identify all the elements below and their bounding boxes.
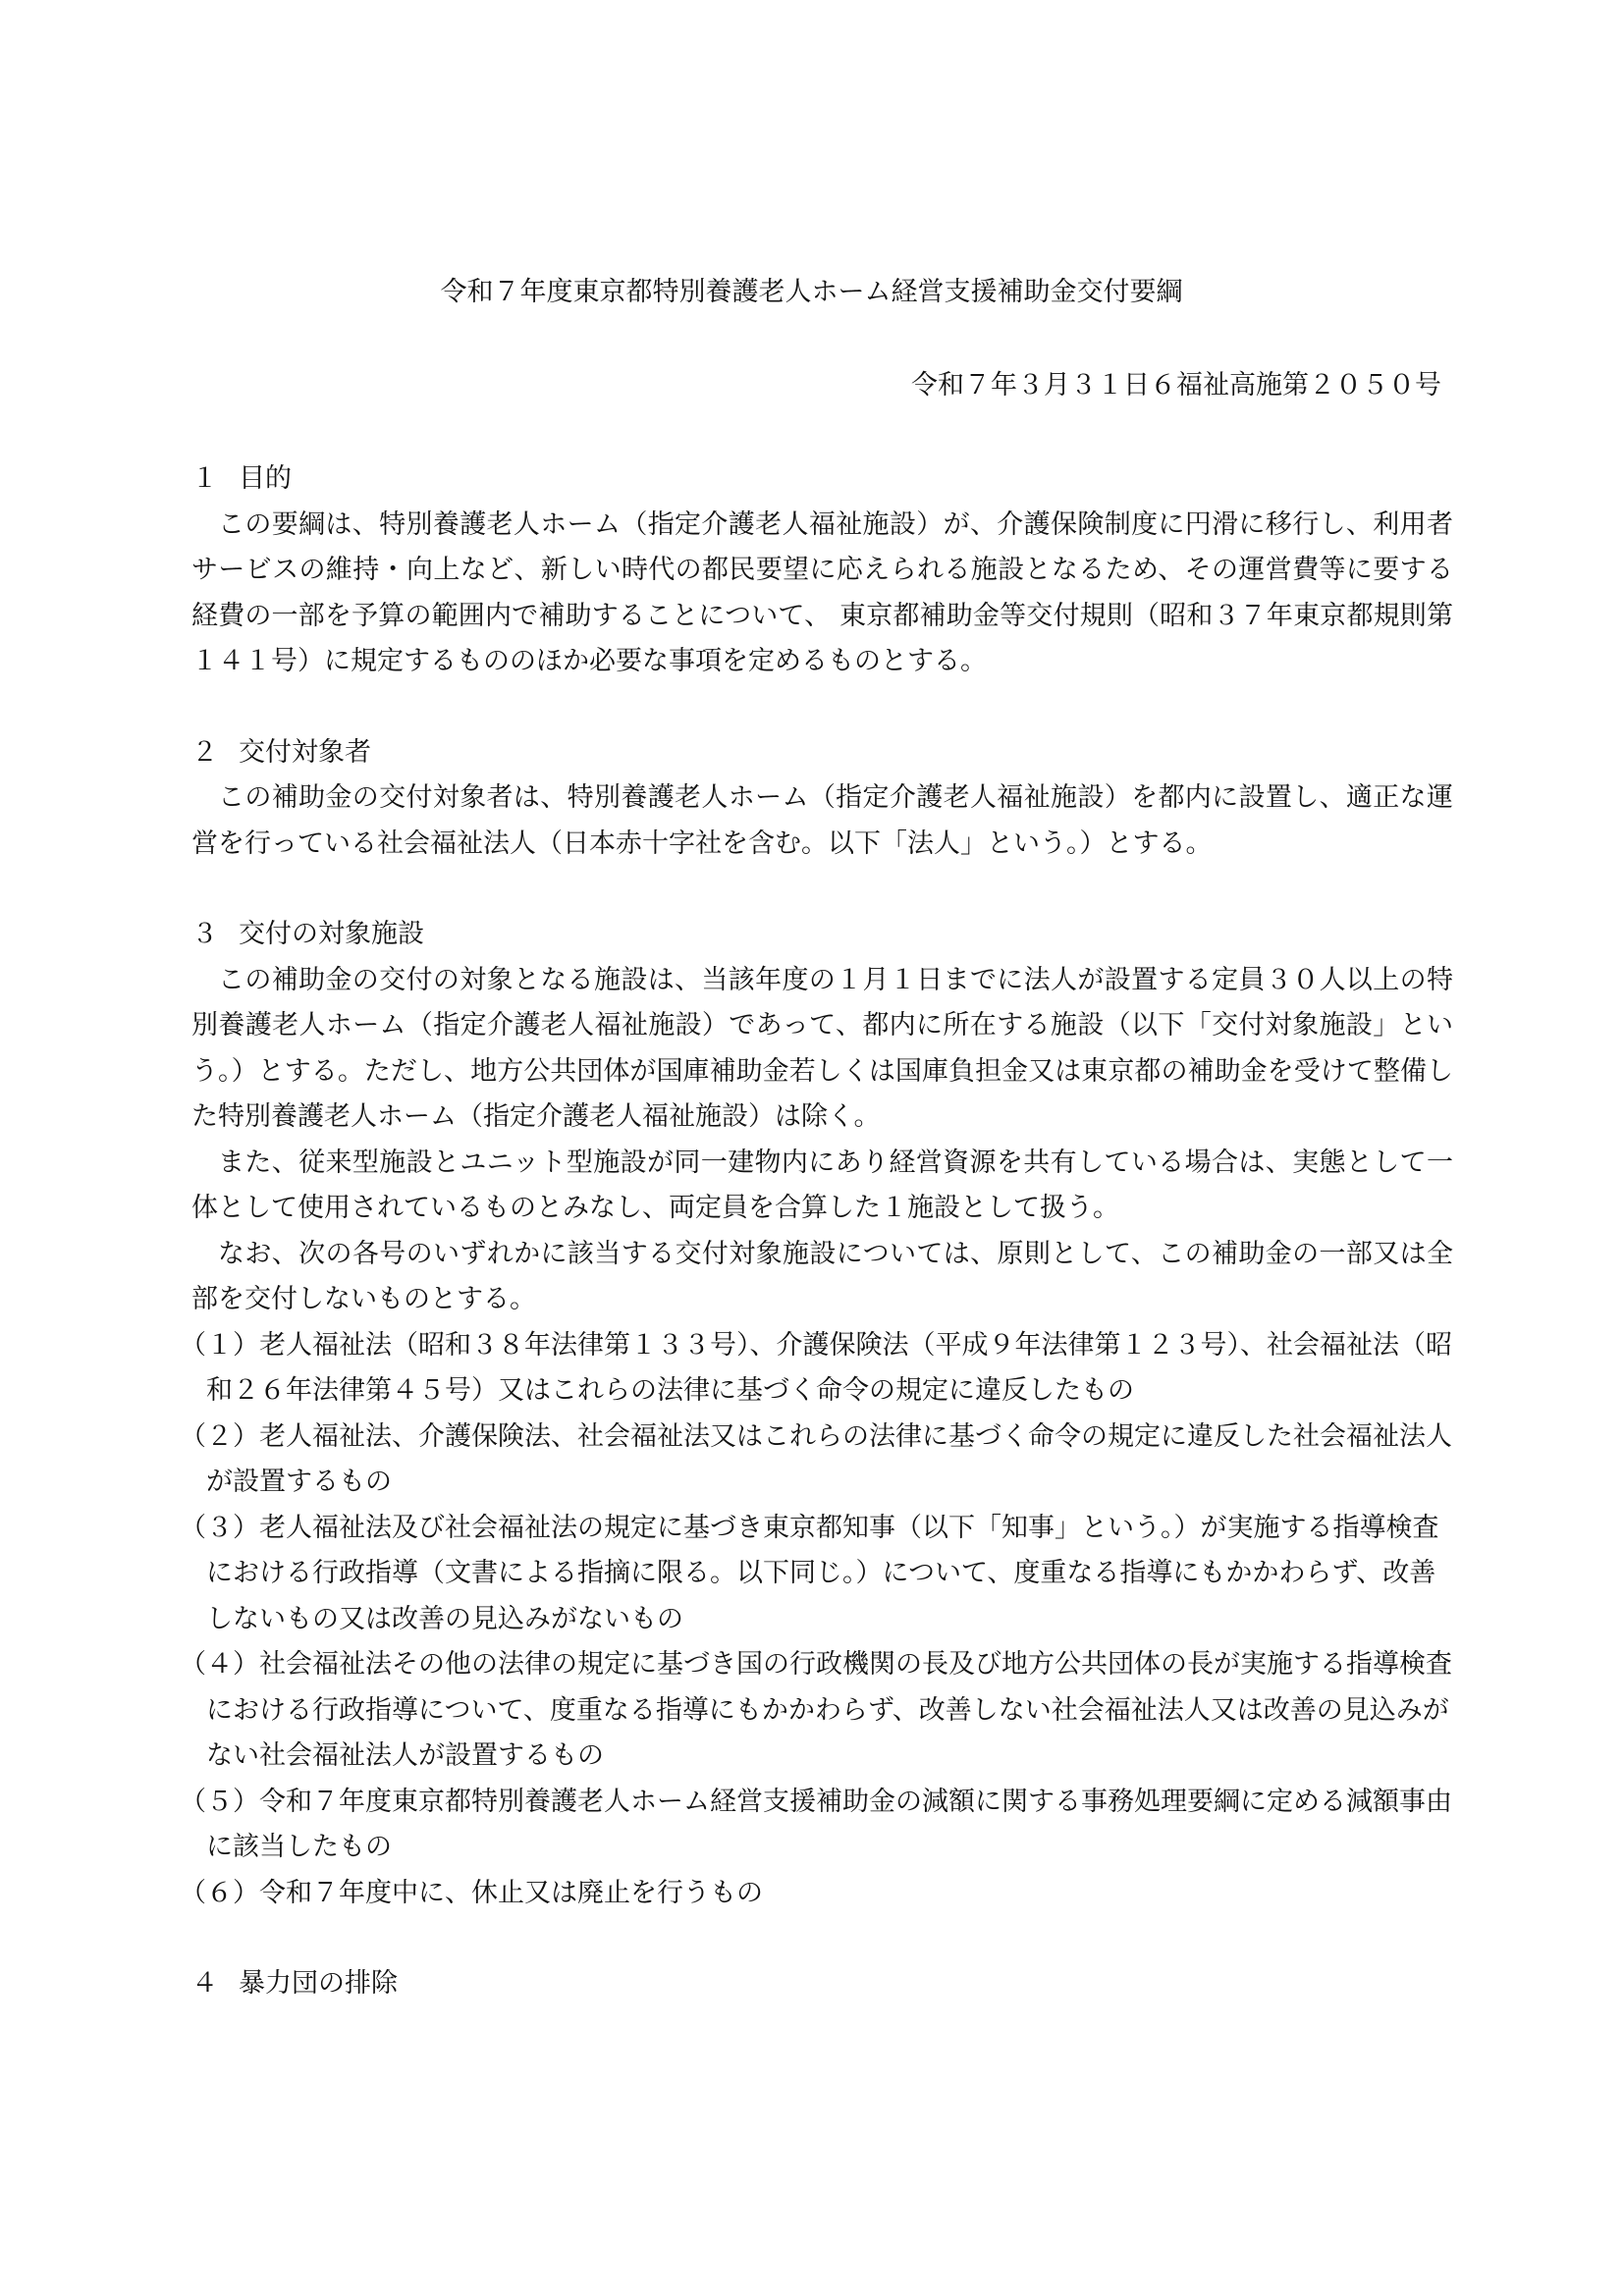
section-3	[180, 912, 1453, 1916]
section-number: ２	[191, 736, 218, 768]
document-title: 令和７年度東京都特別養護老人ホーム経営支援補助金交付要綱	[440, 277, 1183, 307]
section-title: 交付の対象施設	[239, 919, 424, 949]
section-paragraph: なお、次の各号のいずれかに該当する交付対象施設については、原則として、この補助金の一部又は全部を交付しないものとする。	[191, 1238, 1453, 1314]
section-spacer	[191, 685, 1453, 730]
section-heading	[191, 912, 1453, 958]
section-heading	[191, 730, 1453, 776]
section-1	[191, 456, 1453, 685]
section-title: 交付対象者	[239, 736, 371, 768]
list-item: （５）令和７年度東京都特別養護老人ホーム経営支援補助金の減額に関する事務処理要綱に定める減額事由に該当したもの	[180, 1786, 1452, 1862]
list-item: （１）老人福祉法（昭和３８年法律第１３３号）、介護保険法（平成９年法律第１２３号）、社会福祉法（昭和２６年法律第４５号）又はこれらの法律に基づく命令の規定に違反したもの	[180, 1329, 1452, 1406]
section-paragraph: この補助金の交付の対象となる施設は、当該年度の１月１日までに法人が設置する定員３０人以上の特別養護老人ホーム（指定介護老人福祉施設）であって、都内に所在する施設（以下「交付対象施設」という。）とする。ただし、地方公共団体が国庫補助金若しくは国庫負担金又は東京都の補助金を受けて整備した特別養護老人ホーム（指定介護老人福祉施設）は除く。	[191, 964, 1453, 1132]
document-number: 令和７年３月３１日６福祉高施第２０５０号	[911, 370, 1441, 400]
list-item: （４）社会福祉法その他の法律の規定に基づき国の行政機関の長及び地方公共団体の長が実施する指導検査における行政指導について、度重なる指導にもかかわらず、改善しない社会福祉法人又は改善の見込みがない社会福祉法人が設置するもの	[180, 1649, 1452, 1771]
section-paragraph: この補助金の交付対象者は、特別養護老人ホーム（指定介護老人福祉施設）を都内に設置し、適正な運営を行っている社会福祉法人（日本赤十字社を含む。以下「法人」という。）とする。	[191, 782, 1453, 859]
section-number: ４	[191, 1968, 218, 1999]
section-title: 目的	[239, 463, 292, 494]
list-item: （６）令和７年度中に、休止又は廃止を行うもの	[180, 1877, 763, 1908]
list-item: （３）老人福祉法及び社会福祉法の規定に基づき東京都知事（以下「知事」という。）が実施する指導検査における行政指導（文書による指摘に限る。以下同じ。）について、度重なる指導にもかかわらず、改善しないもの又は改善の見込みがないもの	[180, 1512, 1439, 1634]
section-number: ３	[191, 919, 218, 949]
section-title: 暴力団の排除	[239, 1968, 398, 1999]
section-2	[191, 730, 1453, 868]
section-heading	[191, 1961, 1453, 2007]
list-item: （２）老人福祉法、介護保険法、社会福祉法又はこれらの法律に基づく命令の規定に違反した社会福祉法人が設置するもの	[180, 1420, 1452, 1497]
section-4	[191, 1961, 1453, 2007]
document-body	[180, 456, 1453, 2007]
section-number: １	[191, 463, 218, 494]
section-spacer	[191, 1916, 1453, 1961]
section-spacer	[191, 867, 1453, 912]
section-paragraph: また、従来型施設とユニット型施設が同一建物内にあり経営資源を共有している場合は、実態として一体として使用されているものとみなし、両定員を合算した１施設として扱う。	[191, 1147, 1453, 1223]
section-heading	[191, 456, 1453, 503]
section-paragraph: この要綱は、特別養護老人ホーム（指定介護老人福祉施設）が、介護保険制度に円滑に移行し、利用者サービスの維持・向上など、新しい時代の都民要望に応えられる施設となるため、その運営費等に要する経費の一部を予算の範囲内で補助することについて、 東京都補助金等交付規則（昭和３７年東京都規則第１４１号）に規定するもののほか必要な事項を定めるものとする。	[191, 508, 1453, 676]
